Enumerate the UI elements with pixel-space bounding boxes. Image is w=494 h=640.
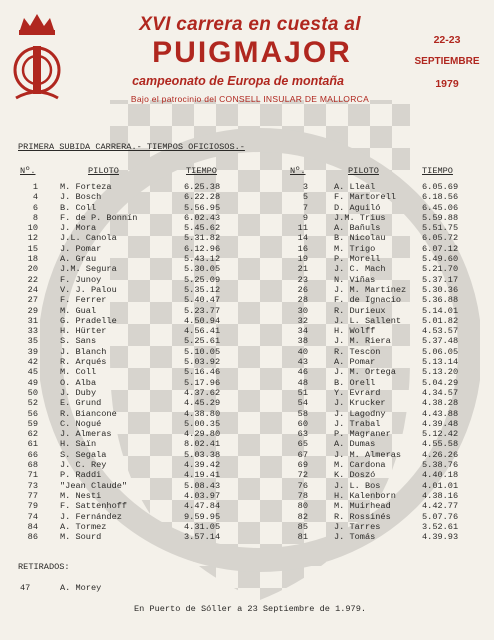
table-row (0, 182, 494, 192)
driver-time: 6.18.56 (422, 192, 459, 203)
driver-time: 5.01.82 (422, 315, 459, 326)
driver-time: 9.59.95 (184, 511, 221, 522)
header-subtitle: campeonato de Europa de montaña (132, 74, 344, 88)
driver-name: J. Pomar (60, 243, 102, 254)
driver-number: 27 (27, 295, 38, 306)
header-line1: XVI carrera en cuesta al (139, 14, 361, 35)
header-year: 1979 (435, 78, 459, 90)
driver-number: 1 (32, 182, 38, 192)
driver-name: J.M. Trius (334, 212, 386, 223)
driver-time: 4.56.41 (184, 326, 221, 337)
driver-name: J. Tomás (334, 532, 376, 543)
club-logo (6, 12, 68, 102)
driver-name: J. Almeras (60, 429, 112, 440)
driver-time: 5.12.42 (422, 429, 459, 440)
table-row (0, 409, 494, 419)
driver-number: 84 (27, 521, 38, 532)
driver-number: 24 (27, 284, 38, 295)
driver-name: B. Nicolau (334, 233, 386, 244)
table-row (0, 326, 494, 336)
driver-time: 4.39.42 (184, 460, 221, 471)
driver-time: 5.38.76 (422, 460, 459, 471)
driver-name: A. Grau (60, 254, 97, 265)
driver-time: 3.57.14 (184, 532, 221, 543)
driver-number: 77 (27, 490, 38, 501)
driver-name: A. Lleal (334, 182, 376, 192)
driver-number: 16 (297, 243, 308, 254)
driver-time: 4.40.18 (422, 470, 459, 481)
driver-name: J. Mora (60, 223, 97, 234)
driver-name: M. Coll (60, 367, 97, 378)
retirados-label: RETIRADOS: (18, 562, 70, 572)
driver-time: 6.12.96 (184, 243, 221, 254)
driver-number: 33 (27, 326, 38, 337)
col-header-no-right: Nº. (290, 166, 306, 176)
driver-name: J. Blanch (60, 346, 107, 357)
driver-time: 6.25.38 (184, 182, 221, 192)
table-row (0, 512, 494, 522)
driver-number: 11 (297, 223, 308, 234)
driver-number: 52 (27, 398, 38, 409)
driver-number: 74 (27, 511, 38, 522)
driver-name: R. Rossinés (334, 511, 391, 522)
driver-time: 5.25.09 (184, 274, 221, 285)
driver-name: F. de P. Bonnín (60, 212, 138, 223)
driver-number: 73 (27, 480, 38, 491)
table-row (0, 439, 494, 449)
driver-name: E. Grund (60, 398, 102, 409)
driver-number: 22 (27, 274, 38, 285)
driver-time: 4.29.80 (184, 429, 221, 440)
driver-number: 78 (297, 490, 308, 501)
col-header-tiempo-left: TIEMPO (186, 166, 217, 176)
driver-number: 19 (297, 254, 308, 265)
driver-name: J. Tarres (334, 521, 381, 532)
driver-time: 5.21.70 (422, 264, 459, 275)
driver-name: J. Krucker (334, 398, 386, 409)
driver-name: A. Tormez (60, 521, 107, 532)
table-row (0, 388, 494, 398)
driver-number: 38 (297, 336, 308, 347)
driver-name: M. Muirhead (334, 501, 391, 512)
driver-name: H. Saïn (60, 439, 97, 450)
results-table (0, 182, 494, 542)
driver-time: 4.42.77 (422, 501, 459, 512)
driver-time: 5.56.95 (184, 202, 221, 213)
driver-time: 3.52.61 (422, 521, 459, 532)
driver-name: M. Cardona (334, 460, 386, 471)
driver-time: 4.43.88 (422, 408, 459, 419)
driver-time: 4.26.26 (422, 449, 459, 460)
table-row (0, 336, 494, 346)
table-row (0, 491, 494, 501)
driver-number: 50 (27, 387, 38, 398)
driver-name: S. Sans (60, 336, 97, 347)
col-header-tiempo-right: TIEMPO (422, 166, 453, 176)
driver-number: 9 (302, 212, 308, 223)
driver-number: 67 (297, 449, 308, 460)
driver-number: 20 (27, 264, 38, 275)
driver-name: J. L. Sallent (334, 315, 402, 326)
driver-number: 30 (297, 305, 308, 316)
driver-time: 5.06.05 (422, 346, 459, 357)
table-row (0, 419, 494, 429)
retired-name: A. Morey (60, 583, 102, 593)
driver-name: S. Segala (60, 449, 107, 460)
driver-name: J. Bosch (60, 192, 102, 203)
driver-time: 4.37.62 (184, 387, 221, 398)
table-row (0, 275, 494, 285)
driver-time: 5.00.35 (184, 418, 221, 429)
driver-name: B. Coll (60, 202, 97, 213)
driver-name: G. Pradelle (60, 315, 117, 326)
driver-time: 4.19.41 (184, 470, 221, 481)
table-row (0, 481, 494, 491)
driver-name: M. Gual (60, 305, 97, 316)
driver-time: 4.31.05 (184, 521, 221, 532)
driver-number: 26 (297, 284, 308, 295)
driver-number: 85 (297, 521, 308, 532)
driver-name: J. Duby (60, 387, 97, 398)
driver-number: 60 (297, 418, 308, 429)
driver-name: J. M. Riera (334, 336, 391, 347)
driver-number: 82 (297, 511, 308, 522)
driver-number: 8 (32, 212, 38, 223)
driver-number: 14 (297, 233, 308, 244)
driver-number: 56 (27, 408, 38, 419)
driver-number: 68 (27, 460, 38, 471)
driver-name: J. M. Martínez (334, 284, 407, 295)
driver-time: 5.43.12 (184, 254, 221, 265)
driver-name: J.L. Canola (60, 233, 117, 244)
driver-number: 23 (297, 274, 308, 285)
driver-name: M. Nesti (60, 490, 102, 501)
driver-number: 31 (27, 315, 38, 326)
driver-number: 40 (297, 346, 308, 357)
driver-name: J. Lagodny (334, 408, 386, 419)
driver-time: 4.03.97 (184, 490, 221, 501)
driver-number: 63 (297, 429, 308, 440)
driver-number: 39 (27, 346, 38, 357)
driver-name: N. Viñas (334, 274, 376, 285)
driver-name: J. C. Rey (60, 460, 107, 471)
driver-number: 34 (297, 326, 308, 337)
driver-number: 51 (297, 387, 308, 398)
driver-number: 58 (297, 408, 308, 419)
driver-number: 35 (27, 336, 38, 347)
driver-name: P. Magraner (334, 429, 391, 440)
table-row (0, 460, 494, 470)
driver-number: 12 (27, 233, 38, 244)
driver-number: 66 (27, 449, 38, 460)
driver-time: 5.08.43 (184, 480, 221, 491)
driver-time: 5.14.01 (422, 305, 459, 316)
driver-time: 4.45.29 (184, 398, 221, 409)
driver-name: D. Aguiló (334, 202, 381, 213)
driver-name: P. Raddi (60, 470, 102, 481)
driver-name: J. Trabal (334, 418, 381, 429)
driver-name: J.M. Segura (60, 264, 117, 275)
table-row (0, 223, 494, 233)
driver-name: O. Alba (60, 377, 97, 388)
driver-time: 5.03.38 (184, 449, 221, 460)
driver-number: 62 (27, 429, 38, 440)
driver-number: 76 (297, 480, 308, 491)
driver-time: 4.38.80 (184, 408, 221, 419)
driver-time: 5.03.92 (184, 357, 221, 368)
driver-time: 6.05.72 (422, 233, 459, 244)
header-month: SEPTIEMBRE (414, 56, 480, 67)
driver-name: J. L. Bos (334, 480, 381, 491)
driver-name: F. Junoy (60, 274, 102, 285)
table-row (0, 429, 494, 439)
driver-name: C. Nogué (60, 418, 102, 429)
driver-number: 72 (297, 470, 308, 481)
driver-time: 6.07.12 (422, 243, 459, 254)
col-header-piloto-left: PILOTO (88, 166, 119, 176)
table-row (0, 264, 494, 274)
driver-time: 4.47.84 (184, 501, 221, 512)
driver-number: 45 (27, 367, 38, 378)
driver-time: 5.13.14 (422, 357, 459, 368)
driver-time: 5.04.29 (422, 377, 459, 388)
driver-name: R. Arqués (60, 357, 107, 368)
driver-time: 5.23.77 (184, 305, 221, 316)
driver-number: 5 (302, 192, 308, 203)
retirados-list (0, 583, 494, 593)
driver-time: 5.07.76 (422, 511, 459, 522)
table-row (0, 192, 494, 202)
driver-number: 32 (297, 315, 308, 326)
driver-time: 5.40.47 (184, 295, 221, 306)
driver-name: "Jean Claude" (60, 480, 128, 491)
driver-number: 79 (27, 501, 38, 512)
driver-name: M. Trigo (334, 243, 376, 254)
driver-number: 46 (297, 367, 308, 378)
driver-number: 6 (32, 202, 38, 213)
driver-number: 81 (297, 532, 308, 543)
table-row (0, 295, 494, 305)
header-title: PUIGMAJOR (152, 36, 352, 69)
header-sponsor: Bajo el patrocinio del CONSELL INSULAR DE MALLORCA (130, 94, 370, 104)
header-dates: 22-23 (433, 34, 461, 46)
driver-number: 7 (302, 202, 308, 213)
driver-name: V. J. Palou (60, 284, 117, 295)
driver-number: 29 (27, 305, 38, 316)
table-row (0, 347, 494, 357)
driver-time: 5.10.05 (184, 346, 221, 357)
driver-time: 5.37.48 (422, 336, 459, 347)
retired-number: 47 (20, 583, 31, 593)
driver-name: F. Sattenhoff (60, 501, 128, 512)
table-row (0, 470, 494, 480)
driver-number: 54 (297, 398, 308, 409)
driver-number: 3 (302, 182, 308, 192)
driver-name: R. Durieux (334, 305, 386, 316)
driver-number: 4 (32, 192, 38, 203)
driver-time: 6.22.28 (184, 192, 221, 203)
driver-number: 18 (27, 254, 38, 265)
driver-time: 6.45.06 (422, 202, 459, 213)
driver-time: 5.37.17 (422, 274, 459, 285)
driver-time: 4.38.16 (422, 490, 459, 501)
driver-number: 48 (297, 377, 308, 388)
driver-name: J. C. Mach (334, 264, 386, 275)
driver-number: 86 (27, 532, 38, 543)
driver-time: 4.53.57 (422, 326, 459, 337)
driver-name: H. Hürter (60, 326, 107, 337)
driver-name: M. Forteza (60, 182, 112, 192)
table-row (0, 450, 494, 460)
driver-name: R. Tescon (334, 346, 381, 357)
driver-time: 4.39.48 (422, 418, 459, 429)
driver-name: J. Fernández (60, 511, 122, 522)
driver-number: 42 (27, 357, 38, 368)
driver-name: H. Kalenborn (334, 490, 396, 501)
table-row (0, 398, 494, 408)
driver-name: H. Wolff (334, 326, 376, 337)
table-row (0, 367, 494, 377)
driver-time: 5.30.05 (184, 264, 221, 275)
driver-number: 71 (27, 470, 38, 481)
driver-number: 21 (297, 264, 308, 275)
driver-time: 5.49.60 (422, 254, 459, 265)
driver-time: 8.02.41 (184, 439, 221, 450)
driver-name: A. Bañuls (334, 223, 381, 234)
driver-number: 80 (297, 501, 308, 512)
driver-time: 4.39.93 (422, 532, 459, 543)
driver-time: 5.31.82 (184, 233, 221, 244)
driver-name: J. M. Ortega (334, 367, 396, 378)
table-row (0, 285, 494, 295)
driver-name: B. Orell (334, 377, 376, 388)
table-row (0, 357, 494, 367)
driver-time: 5.36.88 (422, 295, 459, 306)
driver-time: 4.38.28 (422, 398, 459, 409)
table-row (0, 532, 494, 542)
section-title: PRIMERA SUBIDA CARRERA.- TIEMPOS OFICIOSOS.- (18, 142, 245, 152)
driver-time: 4.34.57 (422, 387, 459, 398)
driver-time: 5.51.75 (422, 223, 459, 234)
driver-name: F. Ferrer (60, 295, 107, 306)
table-row (0, 316, 494, 326)
driver-time: 6.02.43 (184, 212, 221, 223)
driver-name: A. Pomar (334, 357, 376, 368)
footer-note: En Puerto de Sóller a 23 Septiembre de 1.979. (133, 604, 367, 614)
col-header-piloto-right: PILOTO (348, 166, 379, 176)
driver-time: 4.01.01 (422, 480, 459, 491)
table-row (0, 306, 494, 316)
driver-name: P. Morell (334, 254, 381, 265)
driver-name: M. Sourd (60, 532, 102, 543)
driver-name: F. Martorell (334, 192, 396, 203)
table-row (0, 254, 494, 264)
driver-number: 49 (27, 377, 38, 388)
driver-time: 5.30.36 (422, 284, 459, 295)
driver-time: 5.35.12 (184, 284, 221, 295)
table-row (0, 378, 494, 388)
driver-number: 59 (27, 418, 38, 429)
driver-name: A. Dumas (334, 439, 376, 450)
driver-number: 28 (297, 295, 308, 306)
driver-number: 65 (297, 439, 308, 450)
col-header-no-left: Nº. (20, 166, 36, 176)
driver-time: 5.59.88 (422, 212, 459, 223)
table-row (0, 501, 494, 511)
driver-time: 5.16.46 (184, 367, 221, 378)
driver-time: 5.17.96 (184, 377, 221, 388)
driver-name: Y. Evrard (334, 387, 381, 398)
table-row (0, 244, 494, 254)
driver-time: 4.50.94 (184, 315, 221, 326)
driver-time: 6.05.69 (422, 182, 459, 192)
driver-time: 5.25.61 (184, 336, 221, 347)
driver-name: R. Biancone (60, 408, 117, 419)
driver-number: 43 (297, 357, 308, 368)
driver-time: 5.45.62 (184, 223, 221, 234)
driver-number: 10 (27, 223, 38, 234)
driver-time: 5.13.20 (422, 367, 459, 378)
driver-number: 15 (27, 243, 38, 254)
driver-time: 4.55.58 (422, 439, 459, 450)
table-row (0, 522, 494, 532)
driver-number: 69 (297, 460, 308, 471)
driver-number: 61 (27, 439, 38, 450)
table-row (0, 203, 494, 213)
table-row (0, 213, 494, 223)
table-row (0, 233, 494, 243)
driver-name: F. de Ignacio (334, 295, 402, 306)
driver-name: K. Doszó (334, 470, 376, 481)
driver-name: J. M. Almeras (334, 449, 402, 460)
